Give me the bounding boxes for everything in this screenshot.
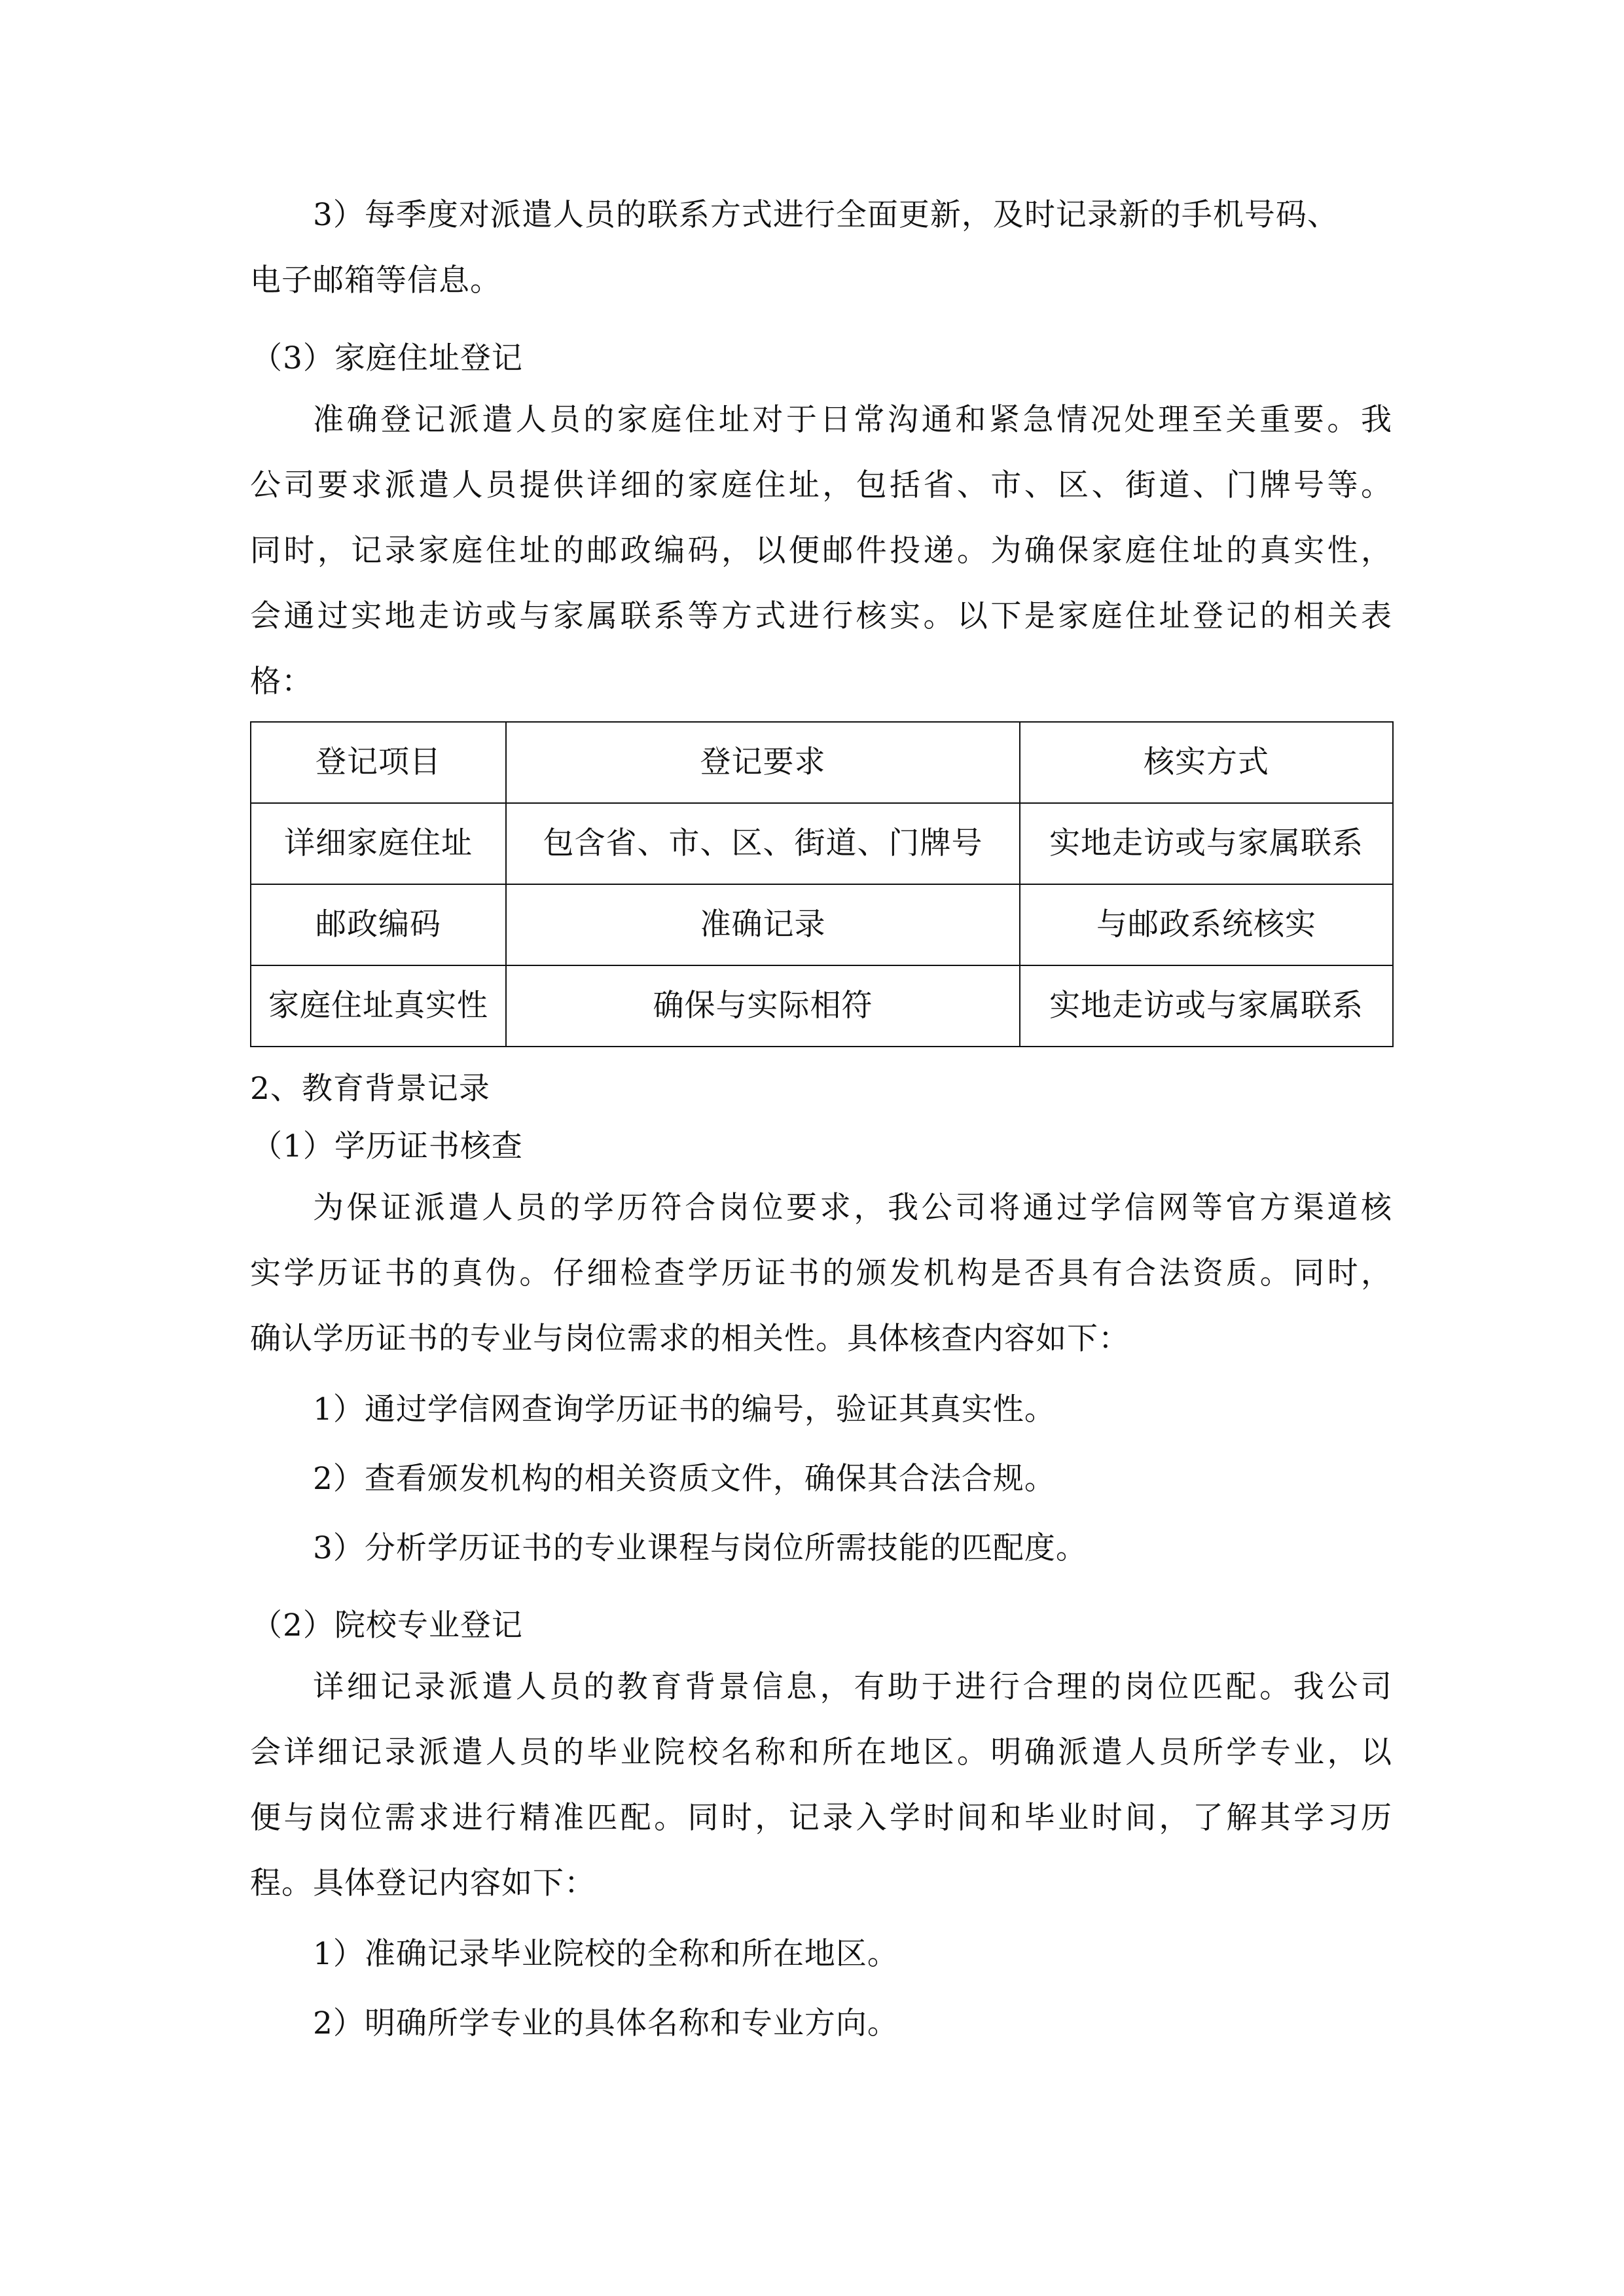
section-heading-degree-check: （1）学历证书核查 bbox=[251, 1128, 523, 1164]
section-heading-school-major: （2）院校专业登记 bbox=[251, 1607, 523, 1643]
table-header-row bbox=[251, 722, 1393, 803]
table-cell: 确保与实际相符 bbox=[506, 965, 1020, 1047]
degree-list-item-2: 2）查看颁发机构的相关资质文件，确保其合法合规。 bbox=[313, 1461, 1056, 1497]
degree-paragraph-line-3: 确认学历证书的专业与岗位需求的相关性。具体核查内容如下： bbox=[250, 1321, 1130, 1357]
table-cell: 与邮政系统核实 bbox=[1020, 884, 1393, 965]
table-row bbox=[251, 803, 1393, 884]
table-cell: 家庭住址真实性 bbox=[251, 965, 506, 1047]
table-cell: 准确记录 bbox=[506, 884, 1020, 965]
degree-paragraph-line-1: 为保证派遣人员的学历符合岗位要求，我公司将通过学信网等官方渠道核 bbox=[313, 1190, 1392, 1226]
table-cell: 实地走访或与家属联系 bbox=[1020, 803, 1393, 884]
address-paragraph-line-5: 格： bbox=[250, 664, 313, 700]
table-row bbox=[251, 884, 1393, 965]
school-paragraph-line-2: 会详细记录派遣人员的毕业院校名称和所在地区。明确派遣人员所学专业，以 bbox=[250, 1734, 1392, 1770]
school-list-item-1: 1）准确记录毕业院校的全称和所在地区。 bbox=[313, 1936, 899, 1972]
table-header-verification: 核实方式 bbox=[1020, 722, 1393, 803]
address-paragraph-line-4: 会通过实地走访或与家属联系等方式进行核实。以下是家庭住址登记的相关表 bbox=[250, 598, 1392, 634]
contact-item-3-line-1: 3）每季度对派遣人员的联系方式进行全面更新，及时记录新的手机号码、 bbox=[313, 197, 1339, 233]
school-paragraph-line-3: 便与岗位需求进行精准匹配。同时，记录入学时间和毕业时间，了解其学习历 bbox=[250, 1800, 1392, 1836]
address-paragraph-line-1: 准确登记派遣人员的家庭住址对于日常沟通和紧急情况处理至关重要。我 bbox=[313, 402, 1392, 438]
table-cell: 包含省、市、区、街道、门牌号 bbox=[506, 803, 1020, 884]
table-header-requirement: 登记要求 bbox=[506, 722, 1020, 803]
table-cell: 邮政编码 bbox=[251, 884, 506, 965]
address-paragraph-line-2: 公司要求派遣人员提供详细的家庭住址，包括省、市、区、街道、门牌号等。 bbox=[250, 467, 1392, 503]
degree-list-item-3: 3）分析学历证书的专业课程与岗位所需技能的匹配度。 bbox=[313, 1530, 1087, 1566]
school-list-item-2: 2）明确所学专业的具体名称和专业方向。 bbox=[313, 2005, 899, 2041]
degree-list-item-1: 1）通过学信网查询学历证书的编号，验证其真实性。 bbox=[313, 1391, 1056, 1427]
contact-item-3-line-2: 电子邮箱等信息。 bbox=[250, 262, 501, 298]
table-cell: 实地走访或与家属联系 bbox=[1020, 965, 1393, 1047]
section-heading-education: 2、教育背景记录 bbox=[250, 1071, 490, 1107]
address-paragraph-line-3: 同时，记录家庭住址的邮政编码，以便邮件投递。为确保家庭住址的真实性， bbox=[250, 533, 1392, 569]
table-row bbox=[251, 965, 1393, 1047]
section-heading-home-address: （3）家庭住址登记 bbox=[251, 340, 523, 376]
table-cell: 详细家庭住址 bbox=[251, 803, 506, 884]
address-registration-table bbox=[250, 721, 1394, 1047]
degree-paragraph-line-2: 实学历证书的真伪。仔细检查学历证书的颁发机构是否具有合法资质。同时， bbox=[250, 1255, 1392, 1291]
table-header-item: 登记项目 bbox=[251, 722, 506, 803]
school-paragraph-line-4: 程。具体登记内容如下： bbox=[250, 1865, 596, 1901]
school-paragraph-line-1: 详细记录派遣人员的教育背景信息，有助于进行合理的岗位匹配。我公司 bbox=[313, 1669, 1392, 1705]
